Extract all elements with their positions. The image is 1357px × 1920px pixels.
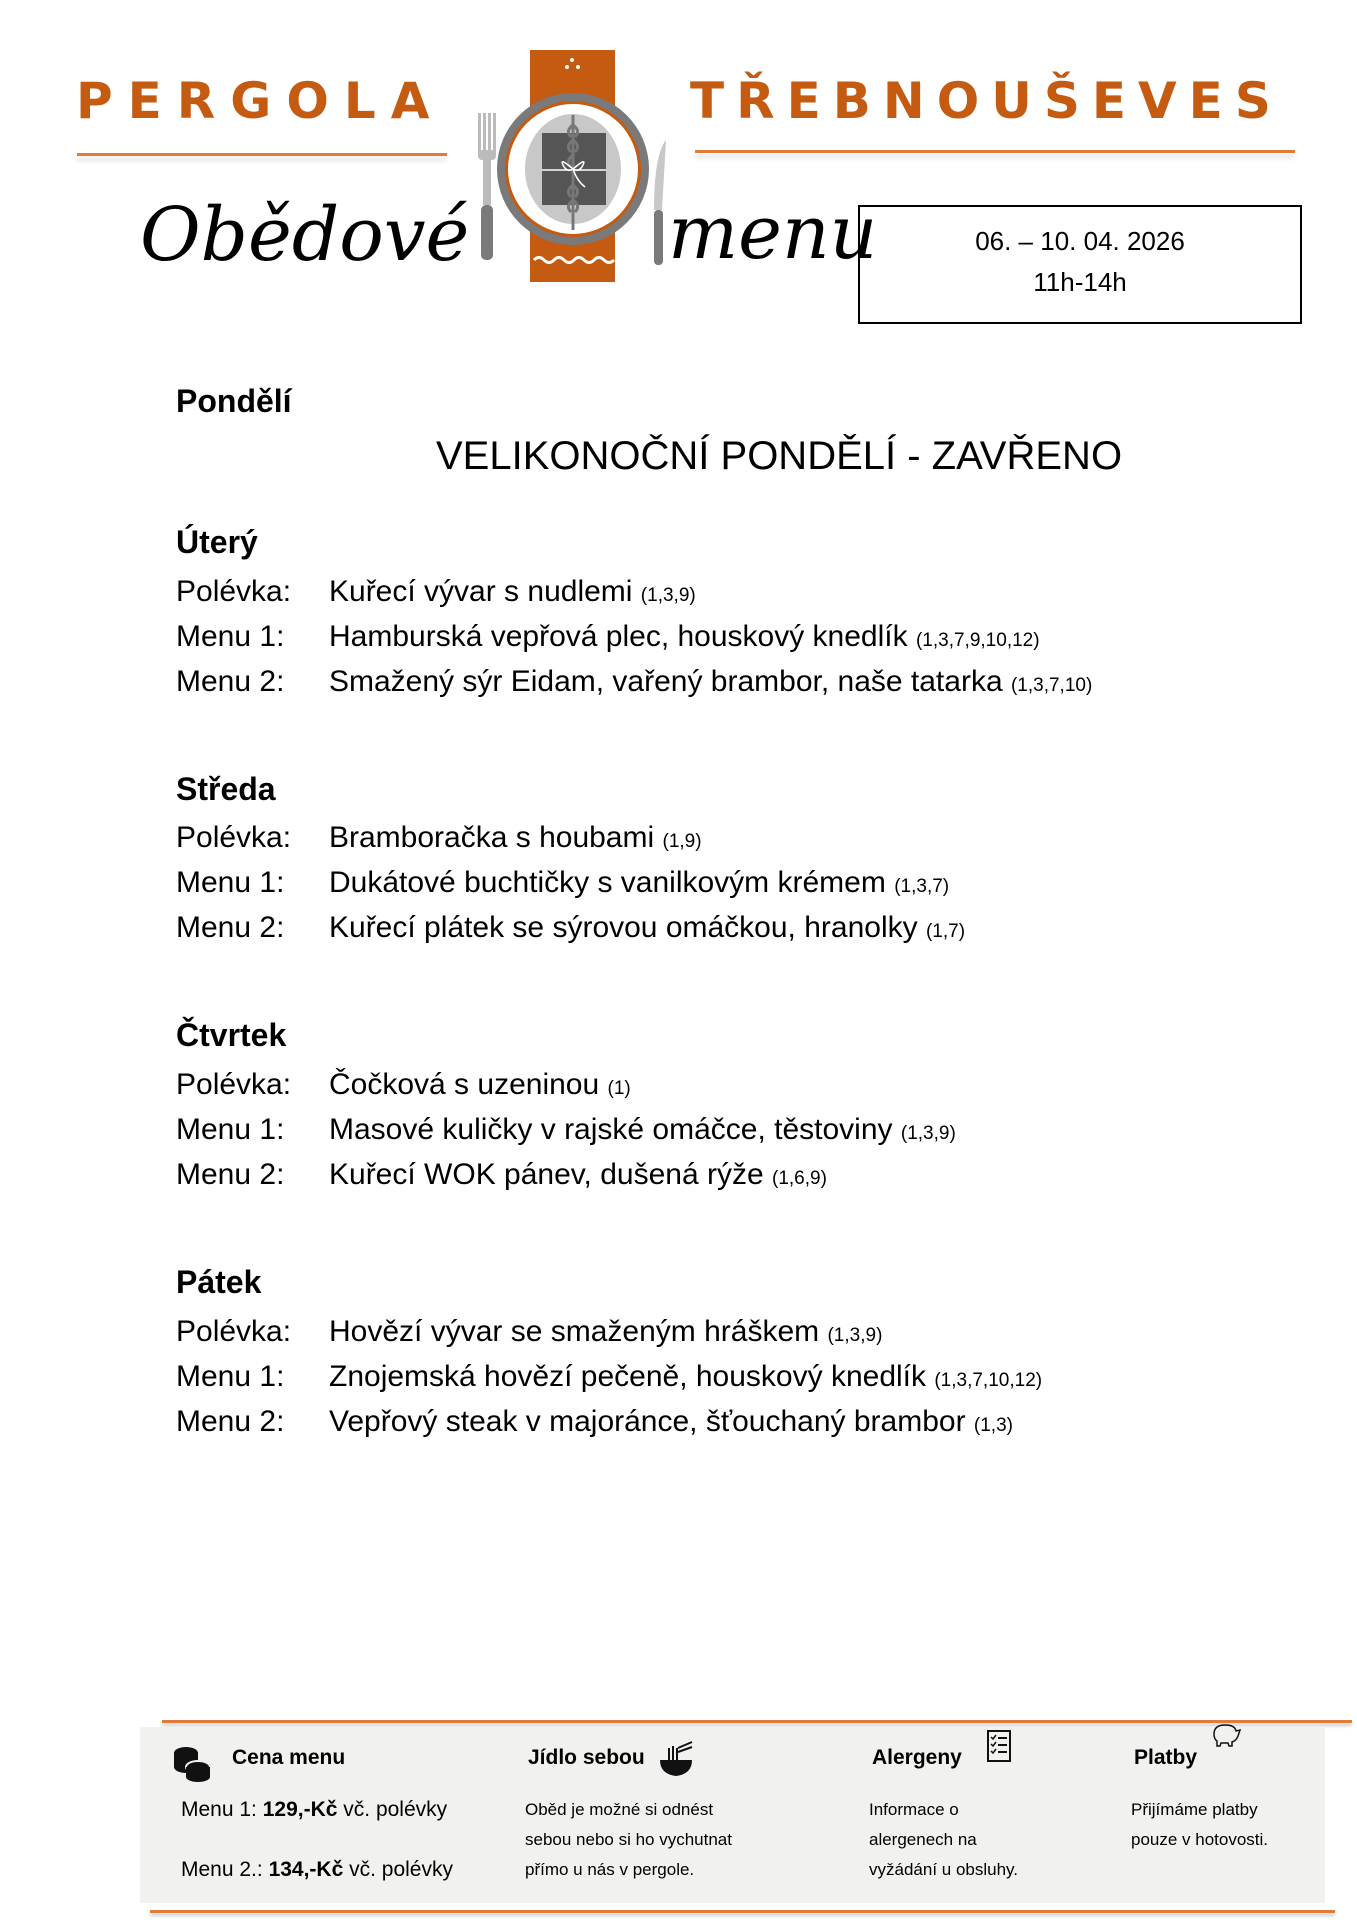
day-heading-monday: Pondělí — [176, 383, 292, 419]
allergen-codes: (1,3) — [973, 1415, 1013, 1436]
menu-row — [176, 1407, 1042, 1437]
brand-left: PERGOLA — [76, 72, 445, 130]
allergens-line: Informace o — [869, 1800, 959, 1819]
coins-icon — [172, 1745, 212, 1783]
row-label: Menu 2: — [176, 665, 285, 698]
allergen-codes: (1,7) — [925, 921, 966, 942]
price-note: vč. polévky — [343, 1858, 453, 1881]
takeaway-line: Oběd je možné si odnést — [525, 1800, 714, 1819]
brand-right: TŘEBNOUŠEVES — [690, 72, 1283, 130]
day-items-friday — [176, 1317, 1042, 1437]
opening-hours: 11h-14h — [1033, 267, 1127, 297]
price-value: 129,-Kč — [262, 1798, 338, 1821]
row-label: Menu 1: — [176, 866, 285, 899]
row-label: Polévka: — [176, 575, 292, 608]
dish-name: Masové kuličky v rajské omáčce, těstoviny — [329, 1113, 893, 1146]
allergen-codes: (1,3,9) — [640, 585, 696, 606]
price-label: Menu 1: — [181, 1798, 263, 1821]
noodle-bowl-icon — [658, 1740, 696, 1780]
dish-name: Čočková s uzeninou — [329, 1068, 600, 1101]
title-right: menu — [668, 190, 878, 276]
payments-line: pouze v hotovosti. — [1131, 1830, 1269, 1849]
allergen-codes: (1,3,7,10) — [1010, 675, 1093, 696]
footer-rule-bottom — [150, 1910, 1335, 1913]
allergens-text — [869, 1795, 1018, 1885]
row-label: Polévka: — [176, 821, 292, 854]
row-label: Menu 1: — [176, 1360, 285, 1393]
allergen-codes: (1,3,7,10,12) — [934, 1370, 1043, 1391]
row-label: Menu 2: — [176, 911, 285, 944]
piggy-bank-icon — [1210, 1722, 1242, 1748]
dish-name: Hovězí vývar se smaženým hráškem — [329, 1315, 820, 1348]
dish-name: Kuřecí plátek se sýrovou omáčkou, hranolky — [329, 911, 918, 944]
dish-name: Bramboračka s houbami — [329, 821, 655, 854]
day-heading-wednesday: Středa — [176, 771, 276, 807]
date-range: 06. – 10. 04. 2026 — [975, 226, 1185, 256]
dish-name: Znojemská hovězí pečeně, houskový knedlík — [329, 1360, 926, 1393]
allergen-codes: (1,3,9) — [900, 1123, 956, 1144]
menu-row — [176, 913, 965, 943]
allergen-codes: (1,6,9) — [772, 1168, 827, 1189]
row-label: Polévka: — [176, 1315, 292, 1348]
menu-row — [176, 1070, 956, 1100]
takeaway-text — [525, 1795, 732, 1885]
takeaway-heading: Jídlo sebou — [528, 1746, 645, 1769]
dish-name: Dukátové buchtičky s vanilkovým krémem — [329, 866, 886, 899]
payments-line: Přijímáme platby — [1131, 1800, 1258, 1819]
price-label: Menu 2.: — [181, 1858, 269, 1881]
dish-name: Kuřecí vývar s nudlemi — [329, 575, 633, 608]
price-heading: Cena menu — [232, 1746, 346, 1769]
allergens-line: vyžádání u obsluhy. — [869, 1860, 1018, 1879]
row-label: Menu 2: — [176, 1158, 285, 1191]
title-left: Obědové — [140, 192, 470, 278]
menu-row — [176, 868, 965, 898]
dish-name: Kuřecí WOK pánev, dušená rýže — [329, 1158, 764, 1191]
day-heading-tuesday: Úterý — [176, 524, 258, 560]
date-box — [858, 205, 1302, 324]
dish-name: Vepřový steak v majoránce, šťouchaný brambor — [329, 1405, 966, 1438]
takeaway-line: sebou nebo si ho vychutnat — [525, 1830, 732, 1849]
dish-name: Hamburská vepřová plec, houskový knedlík — [329, 620, 908, 653]
menu-row — [176, 1115, 956, 1145]
allergens-heading: Alergeny — [872, 1746, 962, 1769]
price-line-menu-1 — [181, 1798, 447, 1822]
menu-row — [176, 1362, 1042, 1392]
menu-row — [176, 622, 1092, 652]
allergens-line: alergenech na — [869, 1830, 977, 1849]
day-items-wednesday — [176, 823, 965, 943]
payments-text — [1131, 1795, 1268, 1855]
price-value: 134,-Kč — [268, 1858, 344, 1881]
takeaway-line: přímo u nás v pergole. — [525, 1860, 695, 1879]
price-note: vč. polévky — [337, 1798, 448, 1821]
allergen-codes: (1,3,7) — [894, 876, 950, 897]
allergen-codes: (1) — [607, 1078, 631, 1099]
row-label: Menu 1: — [176, 620, 285, 653]
row-label: Polévka: — [176, 1068, 292, 1101]
day-heading-friday: Pátek — [176, 1264, 262, 1300]
menu-row — [176, 1160, 956, 1190]
closed-note: VELIKONOČNÍ PONDĚLÍ - ZAVŘENO — [436, 434, 1123, 478]
allergen-codes: (1,9) — [662, 831, 702, 852]
day-items-thursday — [176, 1070, 956, 1190]
plate-logo-icon — [470, 45, 680, 285]
day-items-tuesday — [176, 577, 1092, 697]
allergen-codes: (1,3,9) — [827, 1325, 883, 1346]
day-heading-thursday: Čtvrtek — [176, 1017, 287, 1053]
allergen-codes: (1,3,7,9,10,12) — [915, 630, 1040, 651]
menu-row — [176, 667, 1092, 697]
row-label: Menu 2: — [176, 1405, 285, 1438]
price-line-menu-2 — [181, 1858, 453, 1882]
payments-heading: Platby — [1134, 1746, 1198, 1769]
menu-row — [176, 823, 965, 853]
checklist-icon — [987, 1730, 1011, 1762]
row-label: Menu 1: — [176, 1113, 285, 1146]
menu-row — [176, 577, 1092, 607]
footer-rule-top — [162, 1720, 1352, 1723]
header-rule-right — [695, 150, 1295, 153]
dish-name: Smažený sýr Eidam, vařený brambor, naše tatarka — [329, 665, 1003, 698]
header-rule-left — [77, 153, 447, 156]
menu-row — [176, 1317, 1042, 1347]
